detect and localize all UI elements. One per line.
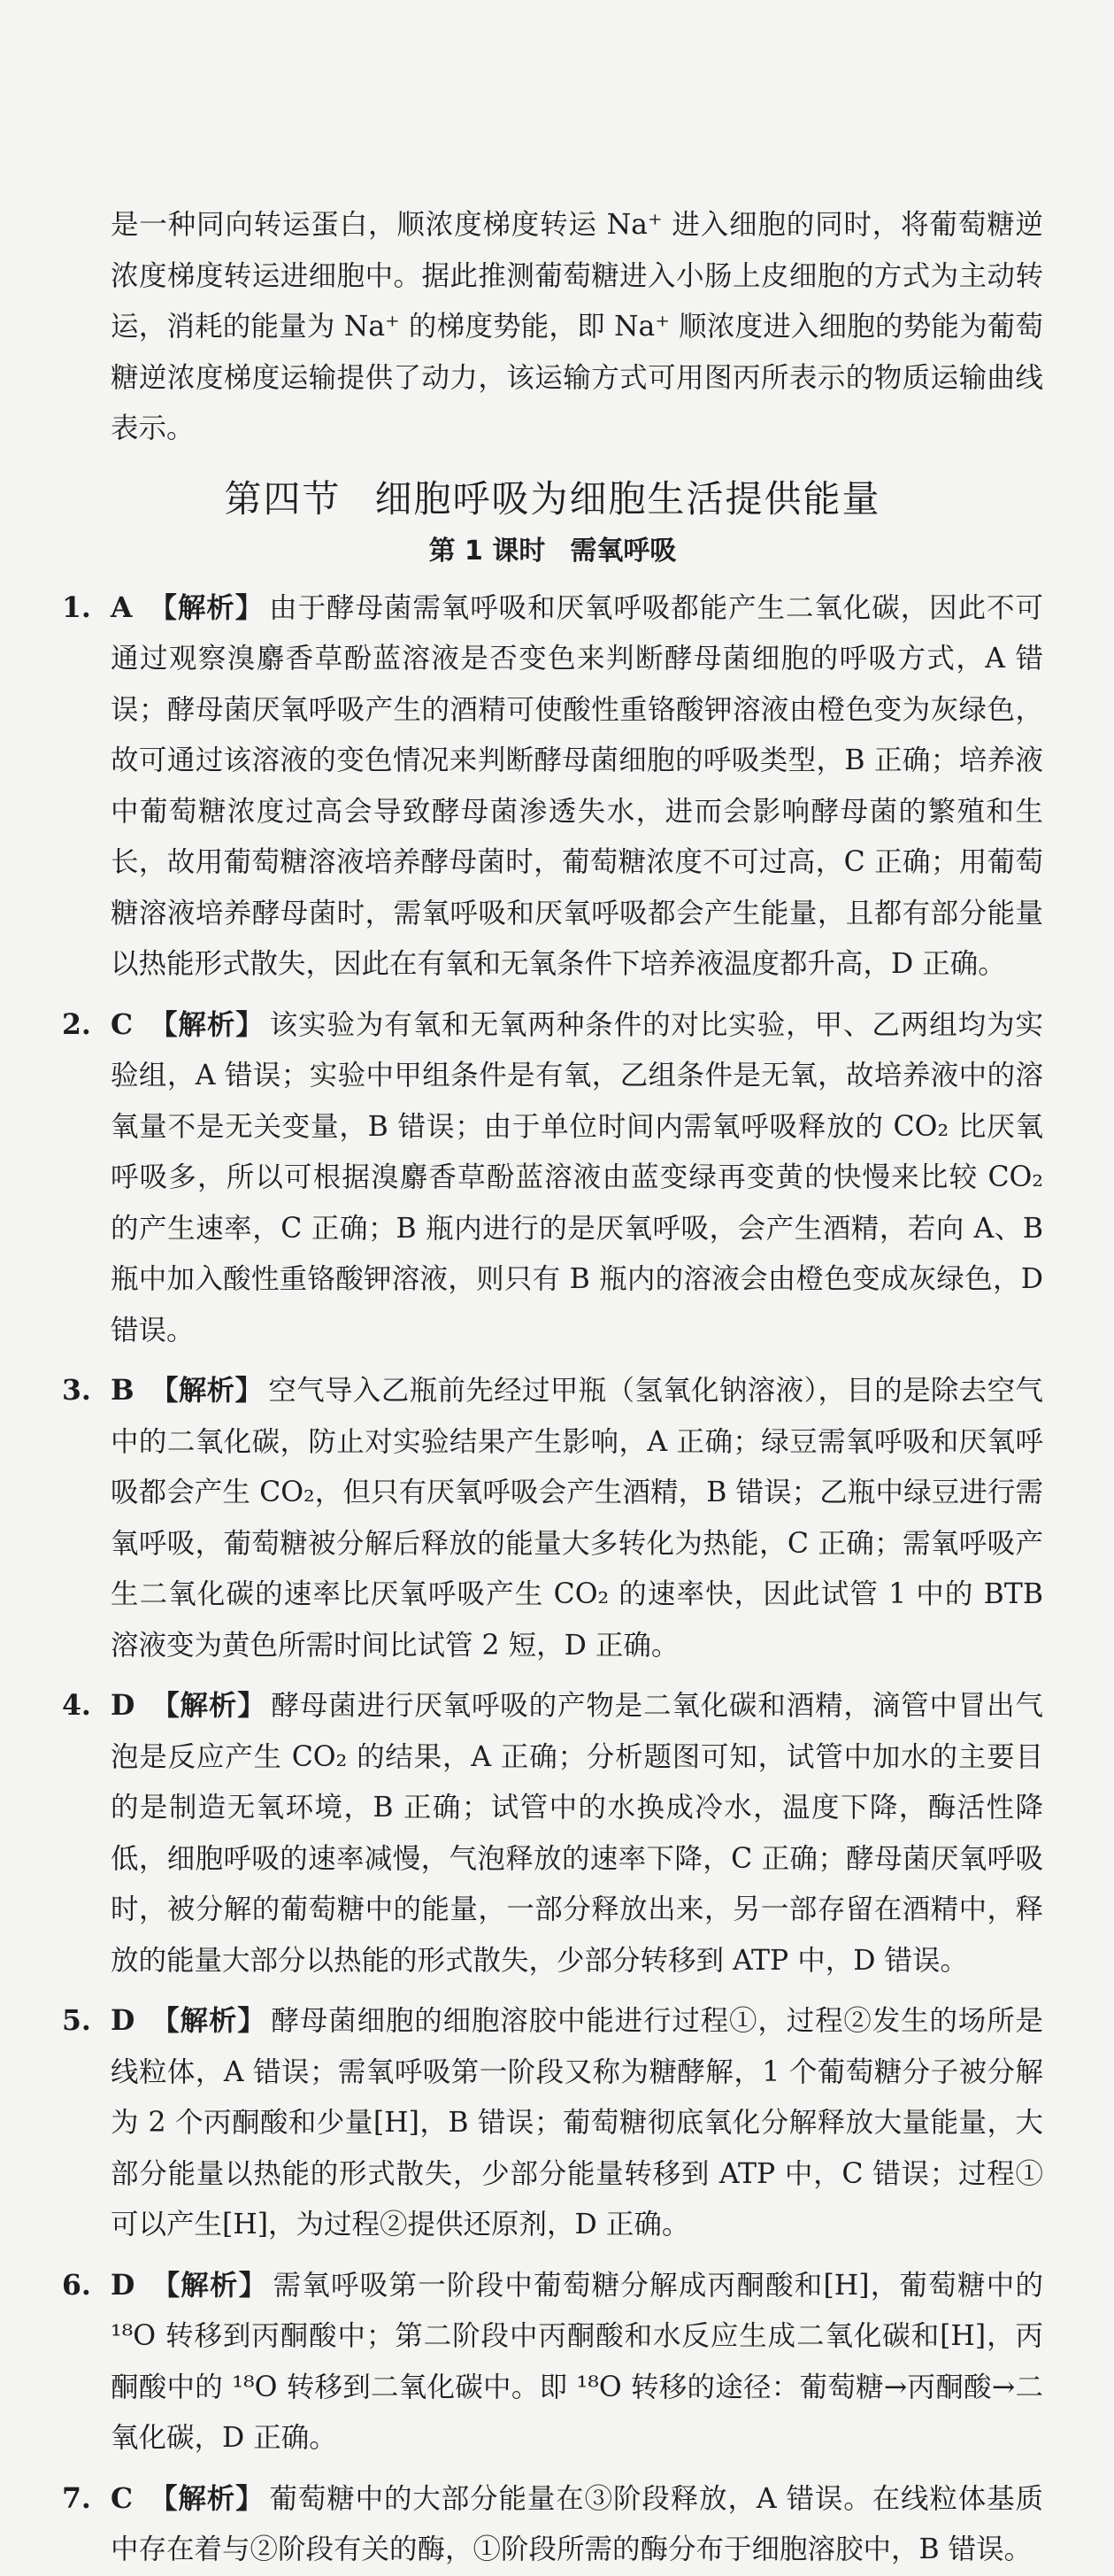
answer-item-7: [62, 2473, 1043, 2576]
item-number: 2.: [62, 1007, 91, 1041]
answer-item-1: [62, 582, 1043, 991]
answer-item-5: [62, 1995, 1043, 2251]
item-body: [111, 2260, 1043, 2464]
item-explanation: 酵母菌进行厌氧呼吸的产物是二氧化碳和酒精，滴管中冒出气泡是反应产生 CO₂ 的结果，A 正确；分析题图可知，试管中加水的主要目的是制造无氧环境，B 正确；试管中的水换成冷水，温度下降，酶活性降低，细胞呼吸的速率减慢，气泡释放的速率下降，C 正确；酵母菌厌氧呼吸时，被分解的葡萄糖中的能量，一部分释放出来，另一部存留在酒精中，释放的能量大部分以热能的形式散失，少部分转移到 ATP 中，D 错误。: [111, 1690, 1043, 1977]
lesson-number: 第 1 课时: [428, 535, 546, 567]
item-body: [111, 1680, 1043, 1986]
item-answer: D: [111, 2268, 135, 2302]
analysis-tag: 【解析】: [150, 2269, 268, 2302]
item-number: 3.: [62, 1374, 91, 1407]
item-answer: D: [111, 2004, 135, 2037]
item-explanation: 由于酵母菌需氧呼吸和厌氧呼吸都能产生二氧化碳，因此不可通过观察溴麝香草酚蓝溶液是否变色来判断酵母菌细胞的呼吸方式，A 错误；酵母菌厌氧呼吸产生的酒精可使酸性重铬酸钾溶液由橙色变为灰绿色，故可通过该溶液的变色情况来判断酵母菌细胞的呼吸类型，B 正确；培养液中葡萄糖浓度过高会导致酵母菌渗透失水，进而会影响酵母菌的繁殖和生长，故用葡萄糖溶液培养酵母菌时，葡萄糖浓度不可过高，C 正确；用葡萄糖溶液培养酵母菌时，需氧呼吸和厌氧呼吸都会产生能量，且都有部分能量以热能形式散失，因此在有氧和无氧条件下培养液温度都升高，D 正确。: [111, 591, 1043, 980]
item-answer: A: [111, 590, 133, 624]
analysis-tag: 【解析】: [150, 2005, 266, 2037]
item-body: [111, 1995, 1043, 2251]
lesson-title: [62, 529, 1043, 574]
analysis-tag: 【解析】: [150, 1375, 264, 1407]
section-name: 细胞呼吸为细胞生活提供能量: [374, 476, 881, 521]
answer-item-3: [62, 1365, 1043, 1671]
item-answer: C: [111, 2481, 134, 2515]
answer-item-6: [62, 2260, 1043, 2464]
analysis-tag: 【解析】: [148, 591, 265, 624]
analysis-tag: 【解析】: [150, 1690, 266, 1722]
item-body: [111, 1365, 1043, 1671]
item-explanation: 酵母菌细胞的细胞溶胶中能进行过程①，过程②发生的场所是线粒体，A 错误；需氧呼吸第一阶段又称为糖酵解，1 个葡萄糖分子被分解为 2 个丙酮酸和少量[H]，B 错误；葡萄糖彻底氧化分解释放大量能量，大部分能量以热能的形式散失，少部分能量转移到 ATP 中，C 错误；过程①可以产生[H]，为过程②提供还原剂，D 正确。: [111, 2005, 1043, 2241]
item-number: 7.: [62, 2481, 91, 2515]
answer-item-2: [62, 999, 1043, 1357]
answer-item-4: [62, 1680, 1043, 1986]
item-explanation: 葡萄糖中的大部分能量在③阶段释放，A 错误。在线粒体基质中存在着与②阶段有关的酶，①阶段所需的酶分布于细胞溶胶中，B 错误。: [111, 2482, 1043, 2565]
item-number: 4.: [62, 1689, 91, 1722]
item-number: 1.: [62, 590, 91, 624]
item-explanation: 空气导入乙瓶前先经过甲瓶（氢氧化钠溶液），目的是除去空气中的二氧化碳，防止对实验结果产生影响，A 正确；绿豆需氧呼吸和厌氧呼吸都会产生 CO₂，但只有厌氧呼吸会产生酒精，B 错误；乙瓶中绿豆进行需氧呼吸，葡萄糖被分解后释放的能量大多转化为热能，C 正确；需氧呼吸产生二氧化碳的速率比厌氧呼吸产生 CO₂ 的速率快，因此试管 1 中的 BTB 溶液变为黄色所需时间比试管 2 短，D 正确。: [111, 1375, 1043, 1662]
item-body: [111, 999, 1043, 1357]
lesson-name: 需氧呼吸: [570, 535, 677, 567]
item-answer: C: [111, 1007, 134, 1041]
item-explanation: 该实验为有氧和无氧两种条件的对比实验，甲、乙两组均为实验组，A 错误；实验中甲组条件是有氧，乙组条件是无氧，故培养液中的溶氧量不是无关变量，B 错误；由于单位时间内需氧呼吸释放的 CO₂ 比厌氧呼吸多，所以可根据溴麝香草酚蓝溶液由蓝变绿再变黄的快慢来比较 CO₂ 的产生速率，C 正确；B 瓶内进行的是厌氧呼吸，会产生酒精，若向 A、B 瓶中加入酸性重铬酸钾溶液，则只有 B 瓶内的溶液会由橙色变成灰绿色，D 错误。: [111, 1008, 1043, 1346]
item-explanation: 需氧呼吸第一阶段中葡萄糖分解成丙酮酸和[H]，葡萄糖中的 ¹⁸O 转移到丙酮酸中；第二阶段中丙酮酸和水反应生成二氧化碳和[H]，丙酮酸中的 ¹⁸O 转移到二氧化碳中。即 ¹⁸O 转移的途径：葡萄糖→丙酮酸→二氧化碳，D 正确。: [111, 2269, 1043, 2454]
section-title: [62, 471, 1043, 528]
section-number: 第四节: [224, 476, 342, 521]
item-number: 5.: [62, 2004, 91, 2037]
item-answer: B: [111, 1374, 134, 1407]
item-body: [111, 2473, 1043, 2576]
item-number: 6.: [62, 2268, 91, 2302]
intro-paragraph: 是一种同向转运蛋白，顺浓度梯度转运 Na⁺ 进入细胞的同时，将葡萄糖逆浓度梯度转运进细胞中。据此推测葡萄糖进入小肠上皮细胞的方式为主动转运，消耗的能量为 Na⁺ 的梯度势能，即 Na⁺ 顺浓度进入细胞的势能为葡萄糖逆浓度梯度运输提供了动力，该运输方式可用图丙所表示的物质运输曲线表示。: [111, 209, 1043, 444]
item-answer: D: [111, 1689, 135, 1722]
analysis-tag: 【解析】: [149, 1008, 265, 1041]
analysis-tag: 【解析】: [149, 2482, 265, 2515]
item-body: [111, 582, 1043, 991]
